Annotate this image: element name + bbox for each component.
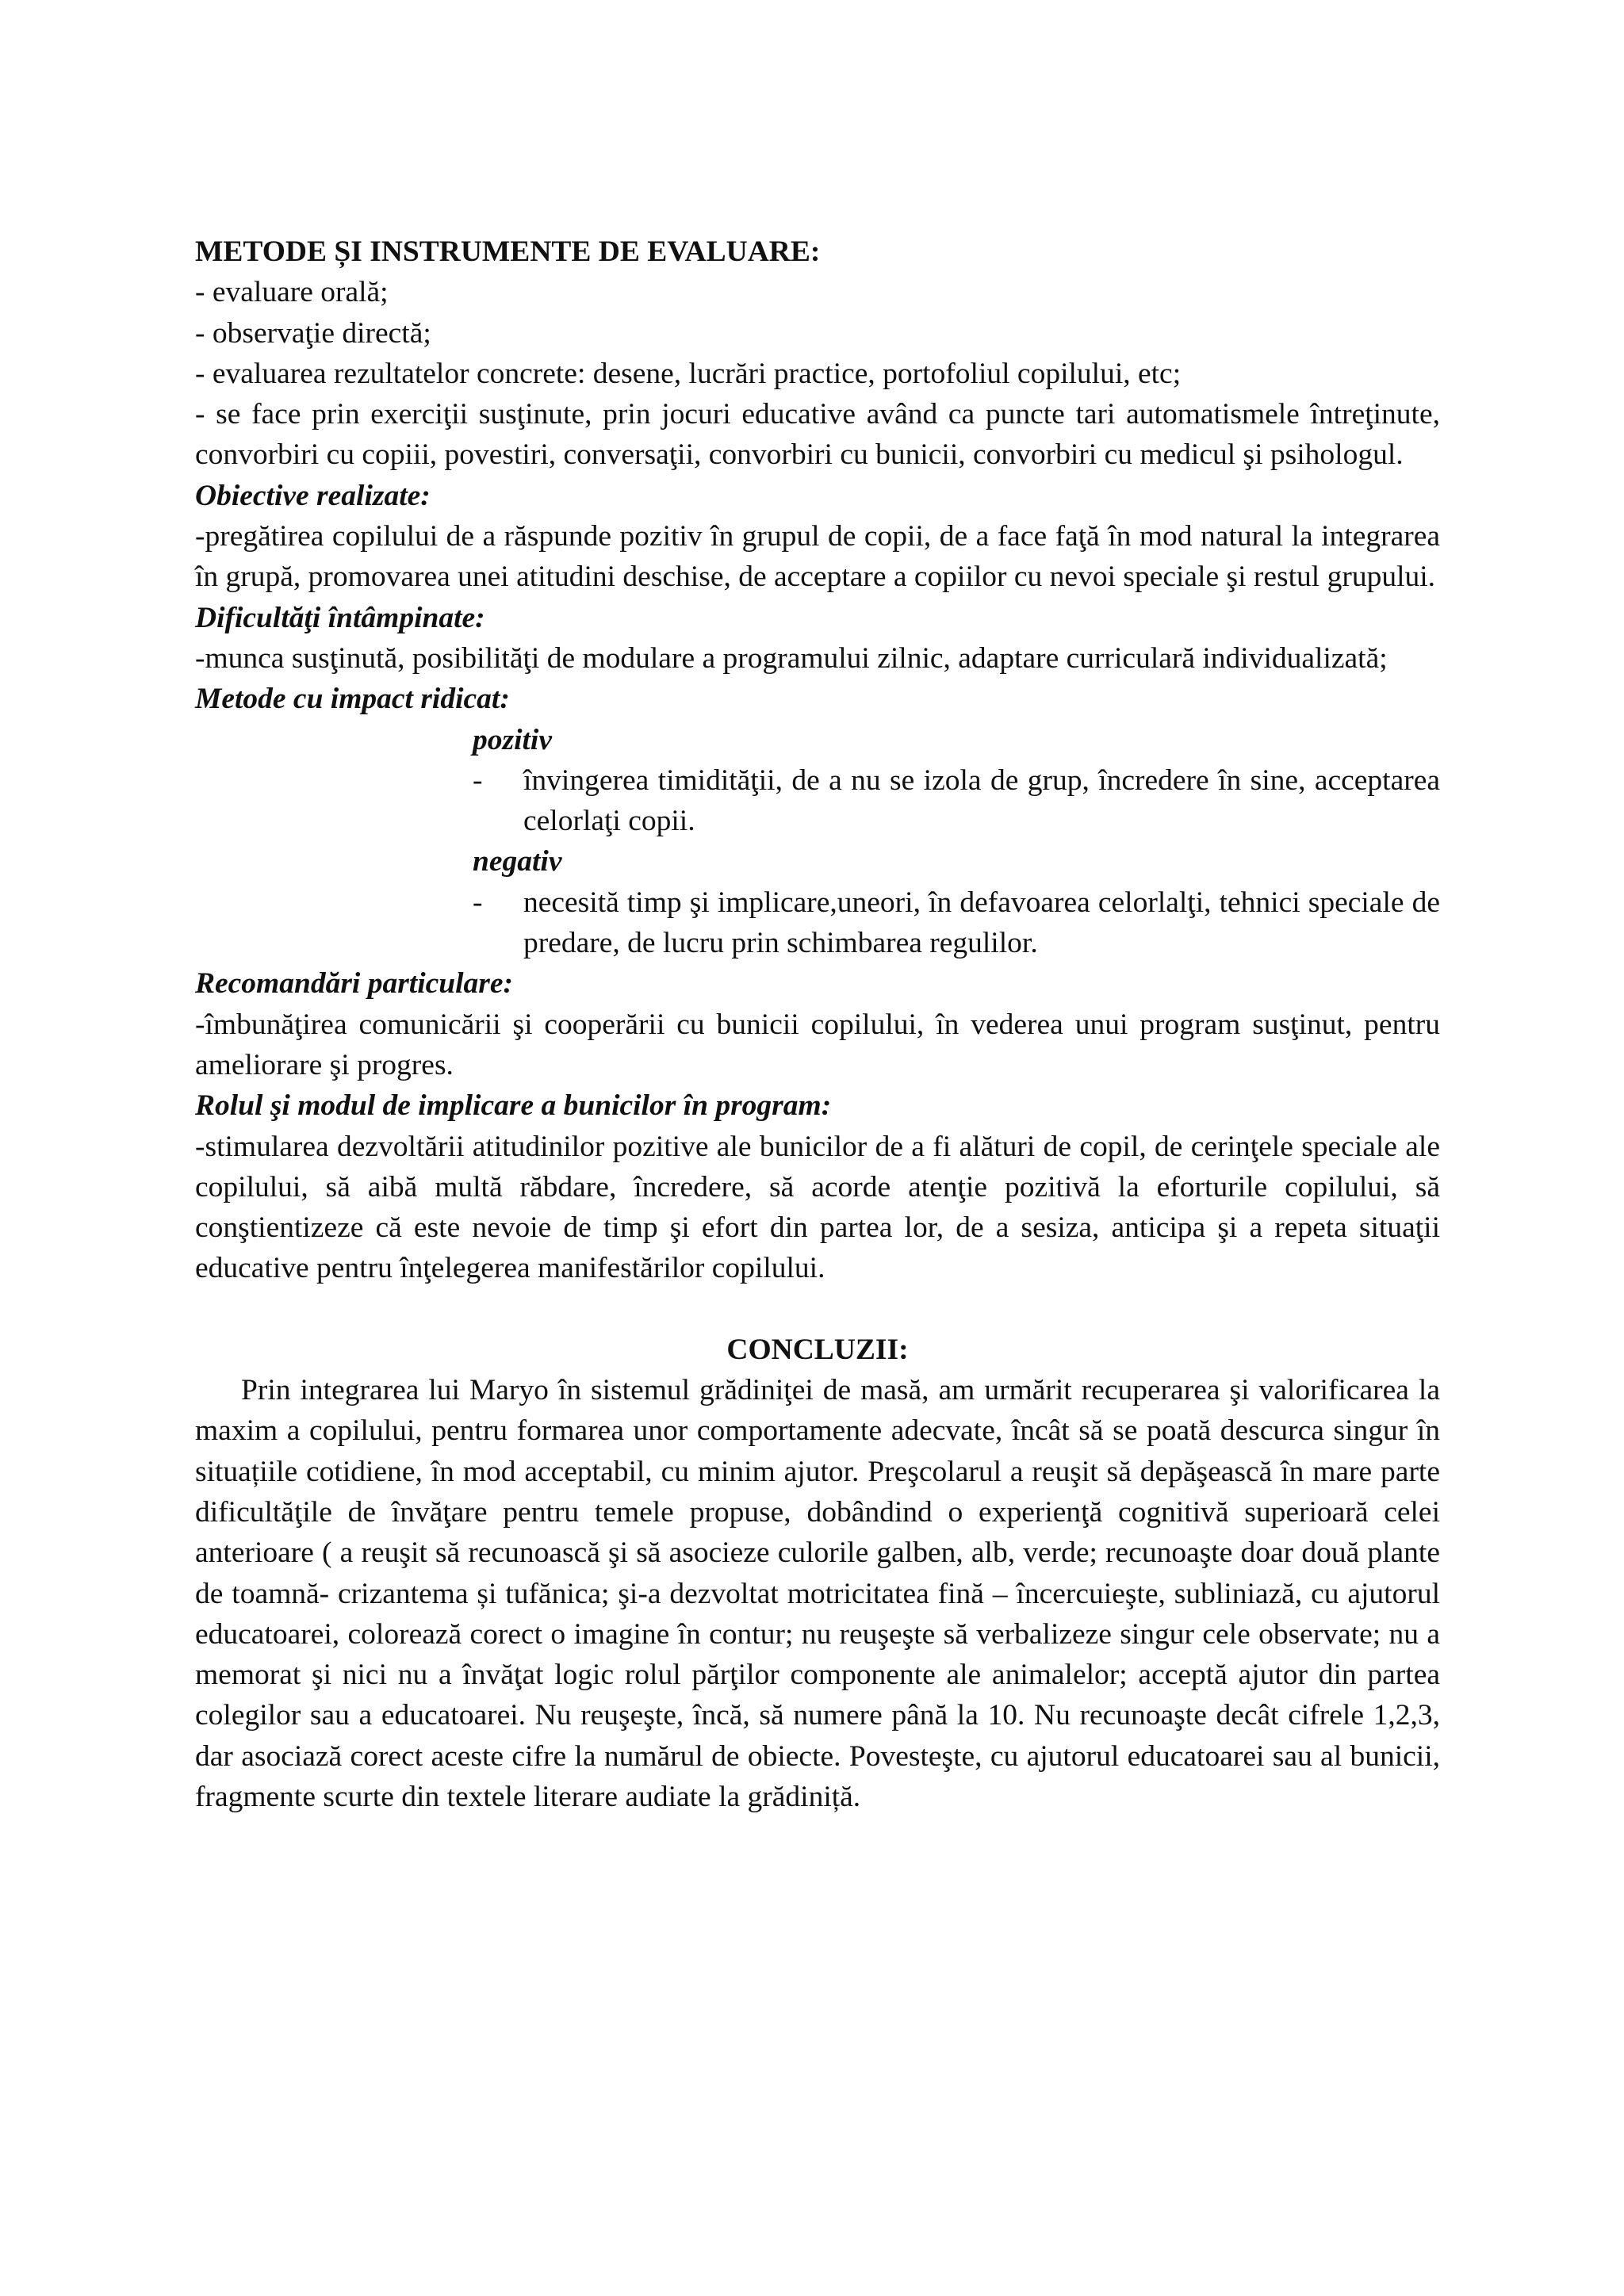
recommendations-heading: Recomandări particulare: [195,967,514,1001]
evaluation-item-results: - evaluarea rezultatelor concrete: desene, lucrări practice, portofoliul copilului, etc; [195,357,1182,390]
impact-negative-text: necesită timp şi implicare,uneori, în defavoarea celorlalţi, tehnici speciale de predare, de lucru prin schimbarea regulilor. [523,886,1440,960]
evaluation-heading: METODE ȘI INSTRUMENTE DE EVALUARE: [195,235,821,268]
impact-heading: Metode cu impact ridicat: [195,683,510,716]
difficulties-heading: Dificultăţi întâmpinate: [195,601,485,634]
recommendations-text: -îmbunăţirea comunicării şi cooperării cu bunicii copilului, în vederea unui program susţinut, pentru ameliorare şi progres. [195,1008,1440,1081]
objectives-heading: Obiective realizate: [195,479,431,512]
grandparents-heading: Rolul şi modul de implicare a bunicilor în program: [195,1089,832,1123]
document-page [195,232,1440,1817]
impact-positive-label: pozitiv [473,723,552,756]
conclusions-heading: CONCLUZII: [726,1333,909,1366]
impact-positive-text: învingerea timidităţii, de a nu se izola de grup, încredere în sine, acceptarea celorlaţi copii. [523,763,1440,838]
evaluation-item-oral: - evaluare orală; [195,276,389,309]
difficulties-text: -munca susţinută, posibilităţi de modulare a programului zilnic, adaptare curriculară individualizată; [195,641,1388,675]
impact-negative-label: negativ [473,845,562,878]
evaluation-item-observation: - observaţie directă; [195,316,431,350]
impact-positive-item [195,760,1440,842]
objectives-text: -pregătirea copilului de a răspunde pozitiv în grupul de copii, de a face faţă în mod natural la integrarea în grupă, promovarea unei atitudini deschise, de acceptare a copiilor cu nevoi speciale şi restul grupului. [195,520,1440,594]
list-dash: - [473,763,483,797]
list-dash: - [473,886,483,919]
conclusions-text: Prin integrarea lui Maryo în sistemul grădiniţei de masă, am urmărit recuperarea şi valorificarea la maxim a copilului, pentru formarea unor comportamente adecvate, încât să se poată descurca singur în situațiile cotidiene, în mod acceptabil, cu minim ajutor. Preşcolarul a reuşit să depăşească în mare parte dificultăţile de învăţare pentru temele propuse, dobândind o experienţă cognitivă superioară celei anterioare ( a reuşit să recunoască şi să asocieze culorile galben, alb, verde; recunoaşte doar două plante de toamnă- crizantema și tufănica; şi-a dezvoltat motricitatea fină – încercuieşte, subliniază, cu ajutorul educatoarei, colorează corect o imagine în contur; nu reuşeşte să verbalizeze singur cele observate; nu a memorat şi nici nu a învăţat logic rolul părţilor componente ale animalelor; acceptă ajutor din partea colegilor sau a educatoarei. Nu reuşeşte, încă, să numere până la 10. Nu recunoaşte decât cifrele 1,2,3, dar asociază corect aceste cifre la numărul de obiecte. Povesteşte, cu ajutorul educatoarei sau al bunicii, fragmente scurte din textele literare audiate la grădiniță. [195,1374,1440,1813]
evaluation-item-exercises: - se face prin exerciţii susţinute, prin jocuri educative având ca puncte tari automatismele întreţinute, convorbiri cu copiii, povestiri, conversaţii, convorbiri cu bunicii, convorbiri cu medicul şi psihologul. [195,398,1440,472]
grandparents-text: -stimularea dezvoltării atitudinilor pozitive ale bunicilor de a fi alături de copil, de cerinţele speciale ale copilului, să aibă multă răbdare, încredere, să acorde atenţie pozitivă la eforturile copilului, să conştientizeze că este nevoie de timp şi efort din partea lor, de a sesiza, anticipa şi a repeta situaţii educative pentru înţelegerea manifestărilor copilului. [195,1130,1440,1285]
impact-negative-item [195,882,1440,964]
